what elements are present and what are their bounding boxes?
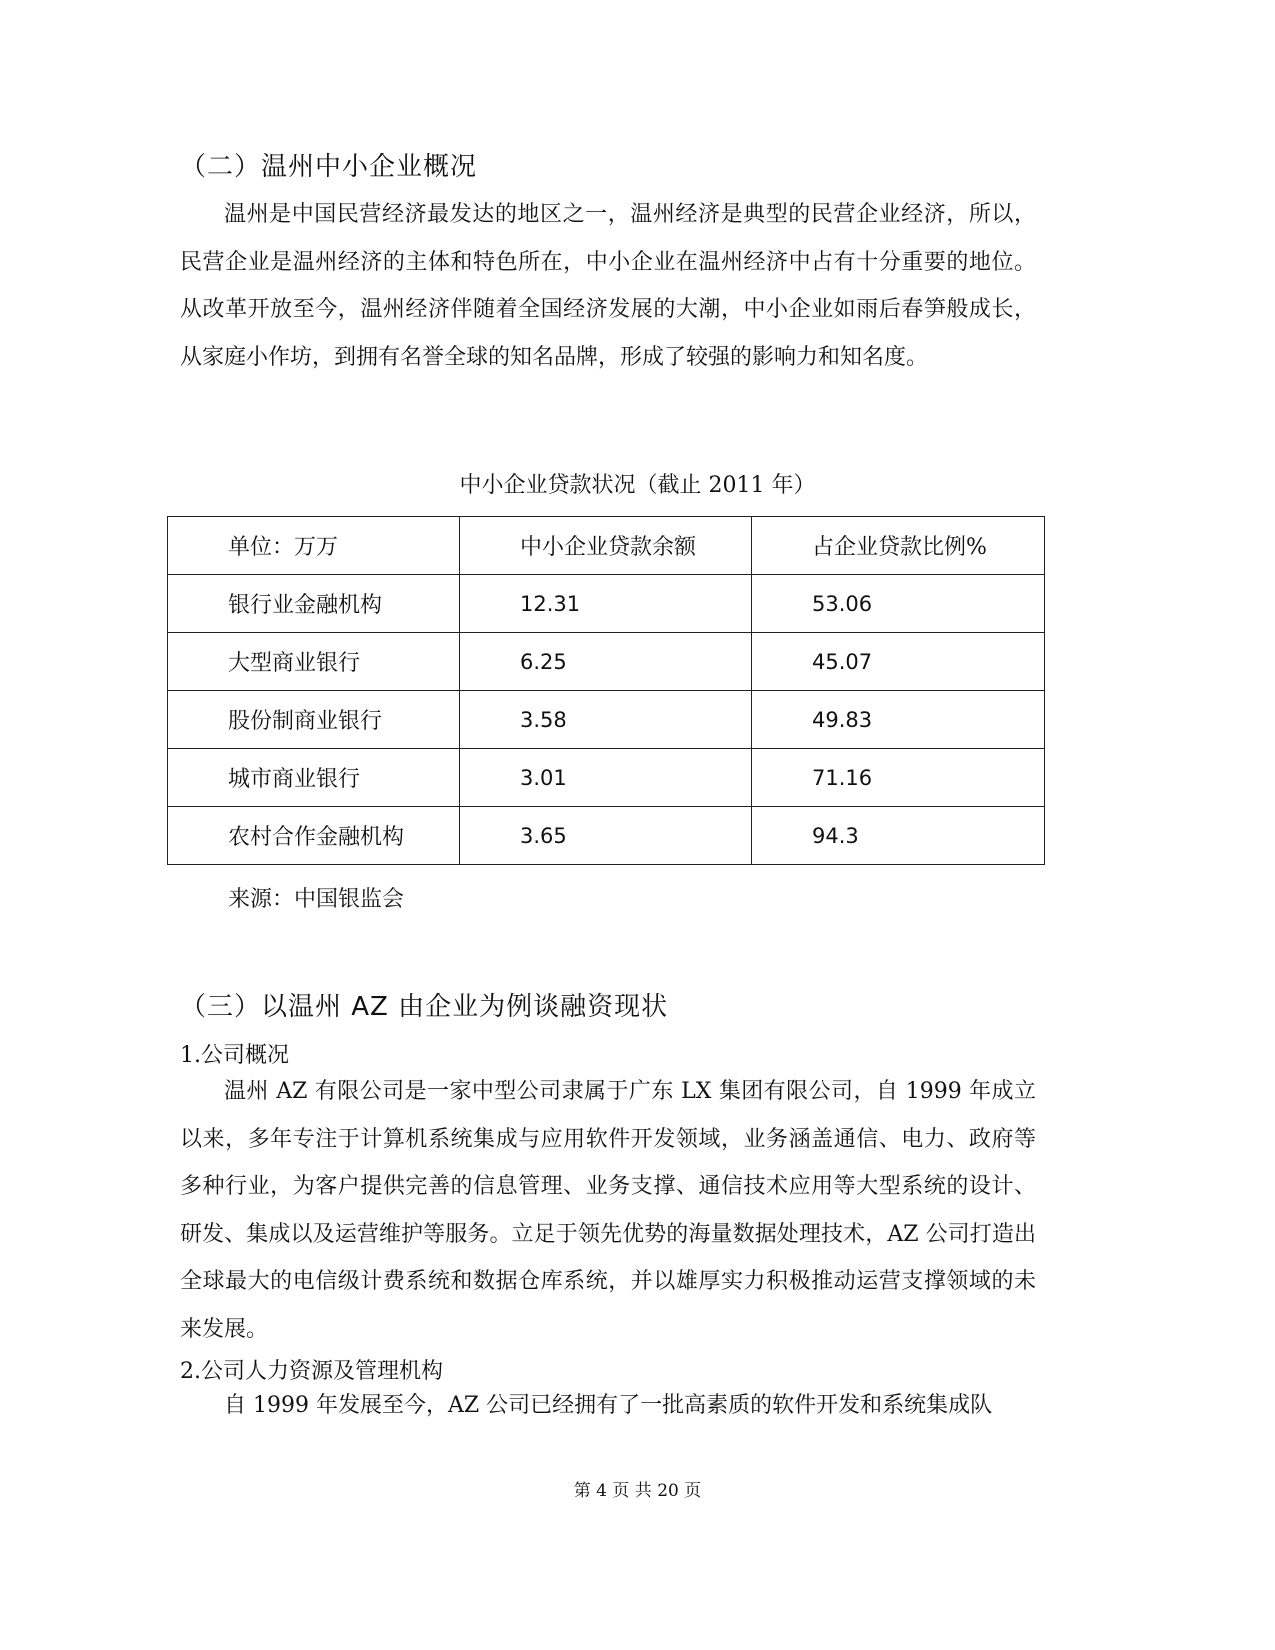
institution-cell: 城市商业银行 bbox=[168, 749, 460, 807]
table-source: 来源：中国银监会 bbox=[228, 887, 405, 912]
institution-cell: 大型商业银行 bbox=[168, 633, 460, 691]
table-row bbox=[168, 691, 1045, 749]
body-paragraph: 温州 AZ 有限公司是一家中型公司隶属于广东 LX 集团有限公司，自 1999 年成立以来，多年专注于计算机系统集成与应用软件开发领域，业务涵盖通信、电力、政府等多种行业，为客户提供完善的信息管理、业务支撑、通信技术应用等大型系统的设计、研发、集成以及运营维护等服务。立足于领先优势的海量数据处理技术，AZ 公司打造出全球最大的电信级计费系统和数据仓库系统，并以雄厚实力积极推动运营支撑领域的未来发展。 bbox=[180, 1079, 1036, 1342]
balance-cell: 3.58 bbox=[460, 691, 752, 749]
ratio-cell: 45.07 bbox=[752, 633, 1045, 691]
table-header-row bbox=[168, 517, 1045, 575]
ratio-cell: 94.3 bbox=[752, 807, 1045, 865]
table-row bbox=[168, 807, 1045, 865]
section-heading: （二）温州中小企业概况 bbox=[180, 152, 478, 182]
page-footer: 第 4 页 共 20 页 bbox=[573, 1481, 702, 1501]
table-row bbox=[168, 633, 1045, 691]
header-cell: 中小企业贷款余额 bbox=[460, 517, 752, 575]
institution-cell: 农村合作金融机构 bbox=[168, 807, 460, 865]
ratio-cell: 53.06 bbox=[752, 575, 1045, 633]
subsection-heading: 1.公司概况 bbox=[180, 1043, 289, 1068]
table-row bbox=[168, 575, 1045, 633]
ratio-cell: 71.16 bbox=[752, 749, 1045, 807]
balance-cell: 6.25 bbox=[460, 633, 752, 691]
balance-cell: 12.31 bbox=[460, 575, 752, 633]
loan-table bbox=[167, 516, 1045, 865]
header-cell: 单位：万万 bbox=[168, 517, 460, 575]
body-paragraph: 自 1999 年发展至今，AZ 公司已经拥有了一批高素质的软件开发和系统集成队 bbox=[224, 1393, 993, 1418]
balance-cell: 3.65 bbox=[460, 807, 752, 865]
table-row bbox=[168, 749, 1045, 807]
header-cell: 占企业贷款比例% bbox=[752, 517, 1045, 575]
institution-cell: 银行业金融机构 bbox=[168, 575, 460, 633]
institution-cell: 股份制商业银行 bbox=[168, 691, 460, 749]
section-heading: （三）以温州 AZ 由企业为例谈融资现状 bbox=[180, 992, 669, 1022]
balance-cell: 3.01 bbox=[460, 749, 752, 807]
subsection-heading: 2.公司人力资源及管理机构 bbox=[180, 1359, 443, 1384]
table-caption: 中小企业贷款状况（截止 2011 年） bbox=[459, 473, 816, 498]
ratio-cell: 49.83 bbox=[752, 691, 1045, 749]
body-paragraph: 温州是中国民营经济最发达的地区之一，温州经济是典型的民营企业经济，所以，民营企业是温州经济的主体和特色所在，中小企业在温州经济中占有十分重要的地位。从改革开放至今，温州经济伴随着全国经济发展的大潮，中小企业如雨后春笋般成长，从家庭小作坊，到拥有名誉全球的知名品牌，形成了较强的影响力和知名度。 bbox=[180, 202, 1036, 370]
